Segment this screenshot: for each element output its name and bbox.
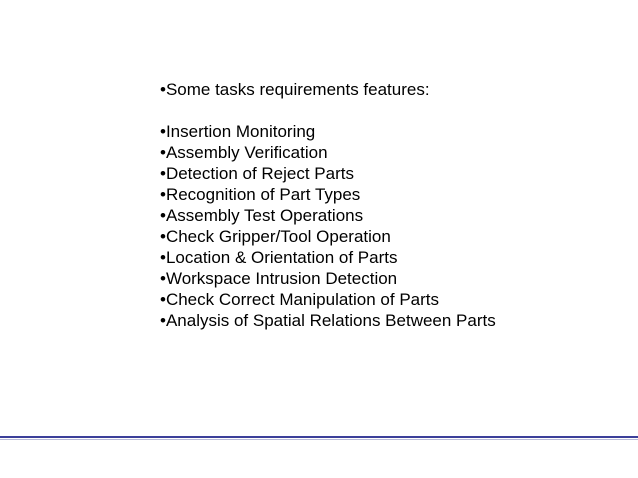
list-item: •Location & Orientation of Parts (160, 248, 398, 267)
list-item: •Assembly Test Operations (160, 206, 364, 225)
intro-text: •Some tasks requirements features: (160, 80, 430, 99)
list-item: •Recognition of Part Types (160, 185, 361, 204)
list-item: •Check Gripper/Tool Operation (160, 227, 391, 246)
list-item: •Analysis of Spatial Relations Between Parts (160, 311, 496, 330)
list-item: •Workspace Intrusion Detection (160, 269, 398, 288)
list-item: •Assembly Verification (160, 143, 328, 162)
list-item: •Detection of Reject Parts (160, 164, 354, 183)
slide-body (160, 79, 630, 331)
footer-rule-shadow (0, 439, 638, 440)
list-item: •Insertion Monitoring (160, 122, 316, 141)
requirements-list (160, 121, 630, 331)
footer-rule (0, 436, 638, 438)
list-item: •Check Correct Manipulation of Parts (160, 290, 440, 309)
